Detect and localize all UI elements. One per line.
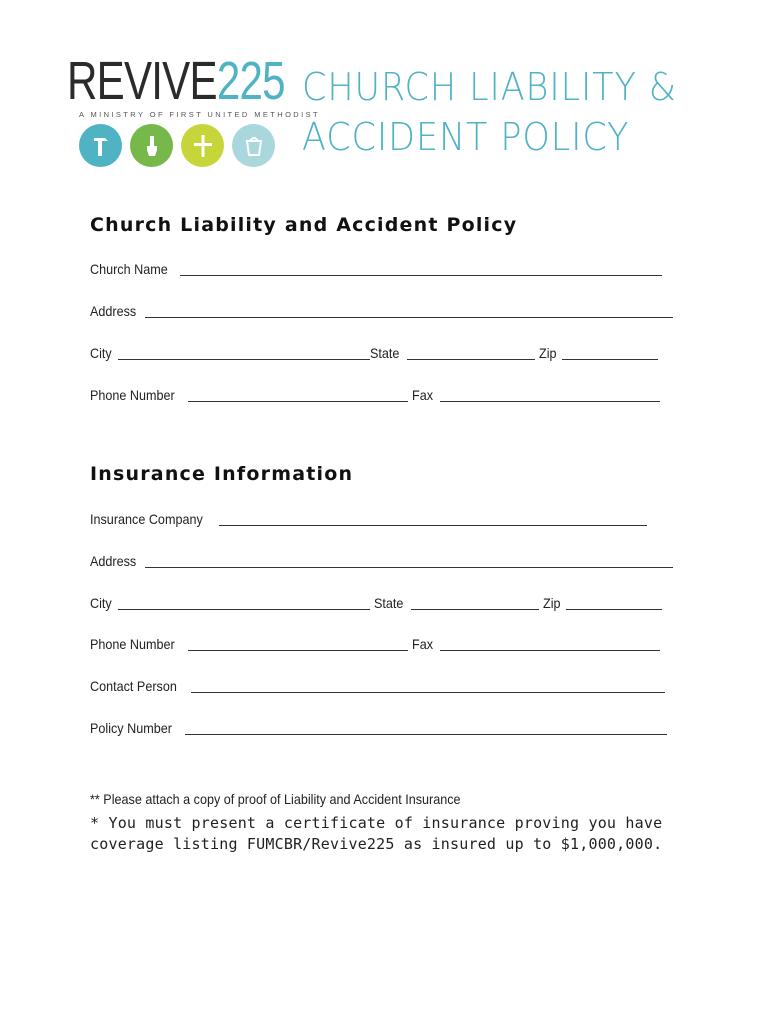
- insurance-company-label: Insurance Company: [90, 511, 203, 527]
- ruler-pencil-icon: [181, 124, 224, 167]
- insurance-phone-field[interactable]: [188, 649, 408, 651]
- church-zip-label: Zip: [538, 345, 557, 361]
- policy-number-field[interactable]: [185, 733, 667, 735]
- insurance-city-label: City: [90, 595, 112, 611]
- church-fax-label: Fax: [412, 387, 434, 403]
- insurance-zip-label: Zip: [542, 595, 561, 611]
- church-fax-field[interactable]: [440, 400, 660, 402]
- policy-number-label: Policy Number: [90, 720, 172, 736]
- insurance-address-field[interactable]: [145, 566, 673, 568]
- insurance-city-row: [90, 591, 662, 613]
- insurance-fax-label: Fax: [412, 636, 434, 652]
- contact-person-field[interactable]: [191, 691, 665, 693]
- church-address-label: Address: [90, 303, 137, 319]
- church-state-field[interactable]: [407, 358, 535, 360]
- revive225-logo: [67, 51, 320, 172]
- contact-person-label: Contact Person: [90, 678, 177, 694]
- insurance-company-row: [90, 507, 647, 529]
- insurance-phone-row: [90, 632, 660, 654]
- church-phone-field[interactable]: [188, 400, 408, 402]
- church-phone-row: [90, 383, 660, 405]
- insurance-section-heading: Insurance Information: [90, 463, 354, 485]
- policy-number-row: [90, 716, 667, 738]
- hammer-icon: [79, 124, 122, 167]
- logo-wordmark: REVIVE225: [67, 51, 285, 111]
- church-city-label: City: [90, 345, 112, 361]
- page-title-line-1: CHURCH LIABILITY &: [302, 65, 677, 109]
- church-address-field[interactable]: [145, 316, 673, 318]
- insurance-state-label: State: [374, 595, 404, 611]
- church-city-field[interactable]: [118, 358, 370, 360]
- insurance-state-field[interactable]: [411, 608, 539, 610]
- church-address-row: [90, 299, 673, 321]
- insurance-zip-field[interactable]: [566, 608, 662, 610]
- insurance-phone-label: Phone Number: [90, 636, 175, 652]
- insurance-address-row: [90, 549, 673, 571]
- church-name-field[interactable]: [180, 274, 662, 276]
- church-state-label: State: [370, 345, 400, 361]
- church-zip-field[interactable]: [562, 358, 658, 360]
- paint-bucket-icon: [232, 124, 275, 167]
- insurance-city-field[interactable]: [118, 608, 370, 610]
- certificate-note: * You must present a certificate of insurance proving you have coverage listing FUMCBR/Revive225 as insured up to $1,000,000.: [90, 814, 663, 853]
- church-city-row: [90, 341, 658, 363]
- church-phone-label: Phone Number: [90, 387, 175, 403]
- church-name-row: [90, 257, 662, 279]
- logo-tagline: A MINISTRY OF FIRST UNITED METHODIST: [79, 110, 320, 119]
- insurance-address-label: Address: [90, 553, 137, 569]
- insurance-fax-field[interactable]: [440, 649, 660, 651]
- paintbrush-icon: [130, 124, 173, 167]
- page-title: [302, 62, 710, 162]
- logo-icon-row: [79, 124, 275, 167]
- page-title-line-2: ACCIDENT POLICY: [302, 115, 630, 159]
- insurance-company-field[interactable]: [219, 524, 647, 526]
- attach-proof-note: ** Please attach a copy of proof of Liability and Accident Insurance: [90, 791, 461, 807]
- church-name-label: Church Name: [90, 261, 168, 277]
- contact-person-row: [90, 674, 665, 696]
- church-section-heading: Church Liability and Accident Policy: [90, 214, 518, 236]
